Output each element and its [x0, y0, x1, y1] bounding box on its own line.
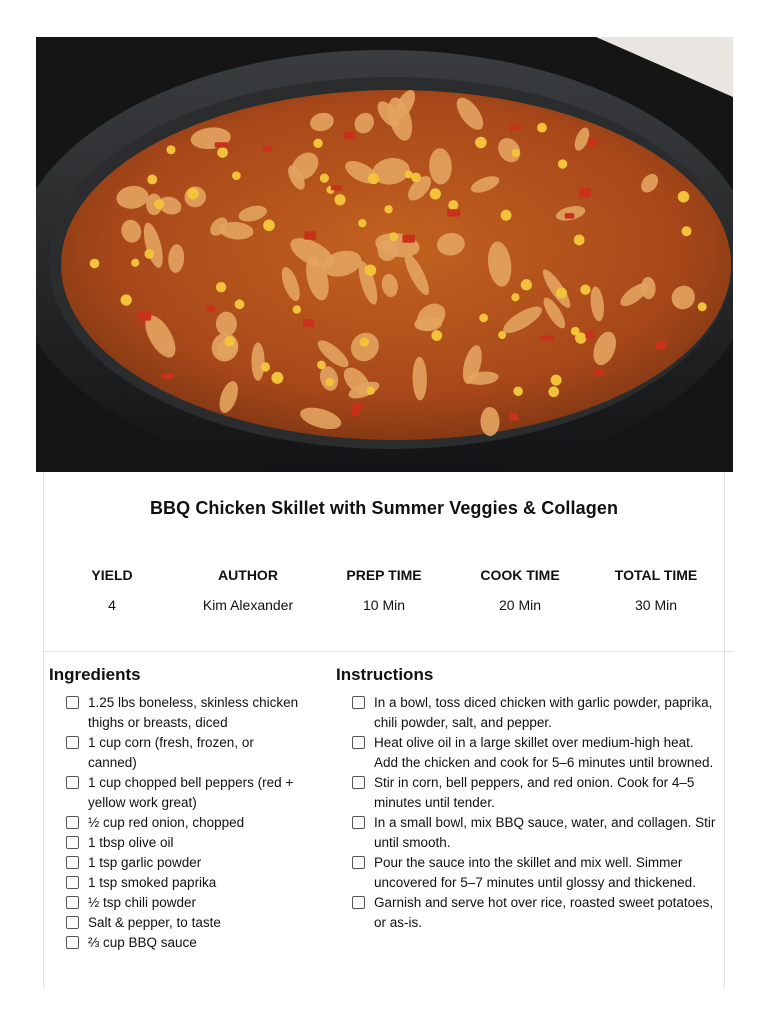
corn-kernel: [313, 139, 322, 148]
instruction-step[interactable]: [352, 813, 718, 853]
ingredient-text: 1 tbsp olive oil: [88, 835, 174, 850]
pepper-piece: [137, 312, 151, 321]
meta-value: 20 Min: [498, 597, 542, 613]
corn-kernel: [317, 360, 326, 369]
checkbox[interactable]: [352, 696, 365, 709]
instruction-step[interactable]: [352, 893, 718, 933]
corn-kernel: [475, 137, 487, 149]
instruction-step[interactable]: [352, 773, 718, 813]
pepper-piece: [303, 319, 314, 327]
pepper-piece: [215, 142, 229, 147]
pepper-piece: [579, 188, 591, 197]
corn-kernel: [479, 314, 488, 323]
corn-kernel: [131, 259, 139, 267]
corn-kernel: [147, 175, 157, 185]
corn-kernel: [430, 188, 441, 199]
corn-kernel: [551, 375, 562, 386]
instruction-step[interactable]: [352, 693, 718, 733]
checkbox[interactable]: [66, 916, 79, 929]
corn-kernel: [580, 284, 590, 294]
recipe-title: BBQ Chicken Skillet with Summer Veggies & Collagen: [149, 498, 619, 518]
pepper-piece: [206, 306, 215, 312]
checkbox[interactable]: [66, 816, 79, 829]
ingredient-item[interactable]: [66, 933, 306, 953]
corn-kernel: [574, 235, 585, 246]
corn-kernel: [537, 123, 547, 133]
meta-label: TOTAL TIME: [614, 567, 698, 583]
ingredient-text: ½ cup red onion, chopped: [88, 815, 245, 830]
meta-prep-time: [316, 567, 452, 613]
pepper-piece: [351, 410, 360, 416]
recipe-photo: [36, 37, 733, 472]
checkbox[interactable]: [66, 896, 79, 909]
instruction-step[interactable]: [352, 733, 718, 773]
pepper-piece: [540, 335, 554, 340]
checkbox[interactable]: [352, 776, 365, 789]
checkbox[interactable]: [66, 776, 79, 789]
corn-kernel: [217, 147, 228, 158]
instructions-list: [352, 693, 718, 933]
chicken-piece: [251, 342, 264, 380]
ingredient-item[interactable]: [66, 813, 306, 833]
corn-kernel: [187, 188, 199, 200]
ingredient-text: ½ tsp chili powder: [88, 895, 197, 910]
instruction-text: In a small bowl, mix BBQ sauce, water, and collagen. Stir until smooth.: [374, 815, 716, 850]
corn-kernel: [358, 219, 366, 227]
instruction-text: Pour the sauce into the skillet and mix well. Simmer uncovered for 5–7 minutes until glossy and thickened.: [374, 855, 696, 890]
ingredient-text: 1 cup chopped bell peppers (red + yellow work great): [88, 775, 294, 810]
checkbox[interactable]: [66, 856, 79, 869]
pepper-piece: [162, 374, 174, 379]
corn-kernel: [698, 302, 707, 311]
ingredient-item[interactable]: [66, 913, 306, 933]
corn-kernel: [575, 332, 586, 343]
ingredient-text: 1 tsp smoked paprika: [88, 875, 217, 890]
corn-kernel: [678, 191, 690, 203]
pepper-piece: [351, 403, 362, 410]
corn-kernel: [90, 259, 100, 269]
pepper-piece: [593, 369, 604, 376]
ingredient-item[interactable]: [66, 693, 306, 733]
corn-kernel: [384, 205, 392, 213]
section-divider: [44, 651, 734, 652]
pepper-piece: [565, 213, 575, 218]
instruction-text: In a bowl, toss diced chicken with garlic powder, paprika, chili powder, salt, and pepper.: [374, 695, 713, 730]
corn-kernel: [498, 331, 506, 339]
checkbox[interactable]: [352, 816, 365, 829]
corn-kernel: [271, 372, 283, 384]
corn-kernel: [232, 171, 241, 180]
instruction-text: Garnish and serve hot over rice, roasted sweet potatoes, or as-is.: [374, 895, 714, 930]
pepper-piece: [344, 132, 355, 140]
corn-kernel: [224, 336, 235, 347]
corn-kernel: [216, 282, 226, 292]
meta-cook-time: [452, 567, 588, 613]
corn-kernel: [368, 173, 379, 184]
ingredient-text: ⅔ cup BBQ sauce: [88, 935, 197, 950]
corn-kernel: [558, 159, 567, 168]
corn-kernel: [121, 294, 132, 305]
corn-kernel: [501, 210, 512, 221]
meta-label: AUTHOR: [218, 567, 278, 583]
pepper-piece: [509, 413, 518, 421]
corn-kernel: [293, 305, 301, 313]
meta-value: Kim Alexander: [202, 597, 294, 613]
corn-kernel: [512, 149, 520, 157]
meta-label: COOK TIME: [480, 567, 560, 583]
checkbox[interactable]: [66, 876, 79, 889]
corn-kernel: [389, 232, 398, 241]
skillet-image: [36, 37, 733, 472]
corn-kernel: [235, 299, 245, 309]
corn-kernel: [681, 226, 691, 236]
pepper-piece: [509, 125, 521, 131]
ingredient-item[interactable]: [66, 733, 306, 773]
checkbox[interactable]: [66, 836, 79, 849]
checkbox[interactable]: [66, 936, 79, 949]
corn-kernel: [166, 145, 175, 154]
corn-kernel: [360, 337, 369, 346]
pepper-piece: [656, 341, 666, 349]
corn-kernel: [513, 386, 523, 396]
corn-kernel: [144, 249, 154, 259]
corn-kernel: [548, 386, 559, 397]
meta-value: 4: [108, 597, 116, 613]
checkbox[interactable]: [66, 696, 79, 709]
ingredient-item[interactable]: [66, 853, 306, 873]
corn-kernel: [365, 264, 377, 276]
corn-kernel: [366, 386, 374, 394]
meta-value: 30 Min: [634, 597, 678, 613]
pepper-piece: [304, 231, 316, 239]
corn-kernel: [154, 199, 164, 209]
ingredient-item[interactable]: [66, 773, 306, 813]
recipe-meta: [44, 567, 724, 613]
checkbox[interactable]: [352, 896, 365, 909]
corn-kernel: [261, 362, 270, 371]
checkbox[interactable]: [352, 736, 365, 749]
meta-author: [180, 567, 316, 613]
meta-label: YIELD: [91, 567, 133, 583]
corn-kernel: [263, 219, 275, 231]
ingredients-list: [66, 693, 306, 953]
ingredients-heading: Ingredients: [49, 665, 141, 684]
ingredient-text: Salt & pepper, to taste: [88, 915, 221, 930]
pepper-piece: [588, 138, 597, 146]
ingredient-item[interactable]: [66, 893, 306, 913]
checkbox[interactable]: [66, 736, 79, 749]
instruction-text: Stir in corn, bell peppers, and red onion. Cook for 4–5 minutes until tender.: [374, 775, 695, 810]
instructions-heading: Instructions: [336, 665, 434, 684]
ingredient-item[interactable]: [66, 833, 306, 853]
corn-kernel: [431, 330, 442, 341]
pepper-piece: [447, 209, 460, 216]
corn-kernel: [411, 173, 421, 183]
corn-kernel: [511, 293, 519, 301]
instruction-step[interactable]: [352, 853, 718, 893]
corn-kernel: [556, 288, 567, 299]
checkbox[interactable]: [352, 856, 365, 869]
pepper-piece: [331, 185, 343, 190]
corn-kernel: [334, 194, 345, 205]
ingredient-item[interactable]: [66, 873, 306, 893]
corn-kernel: [521, 279, 532, 290]
corn-kernel: [325, 378, 333, 386]
corn-kernel: [448, 200, 458, 210]
recipe-card: [43, 472, 725, 988]
meta-value: 10 Min: [362, 597, 406, 613]
corn-kernel: [320, 174, 329, 183]
meta-total-time: [588, 567, 724, 613]
pepper-piece: [263, 146, 272, 152]
meta-label: PREP TIME: [346, 567, 422, 583]
pepper-piece: [402, 235, 415, 243]
ingredient-text: 1 tsp garlic powder: [88, 855, 202, 870]
ingredient-text: 1 cup corn (fresh, frozen, or canned): [88, 735, 254, 770]
instruction-text: Heat olive oil in a large skillet over medium-high heat. Add the chicken and cook for 5–6 minutes until browned.: [374, 735, 714, 770]
ingredient-text: 1.25 lbs boneless, skinless chicken thighs or breasts, diced: [88, 695, 299, 730]
meta-yield: [44, 567, 180, 613]
pepper-piece: [585, 331, 594, 339]
